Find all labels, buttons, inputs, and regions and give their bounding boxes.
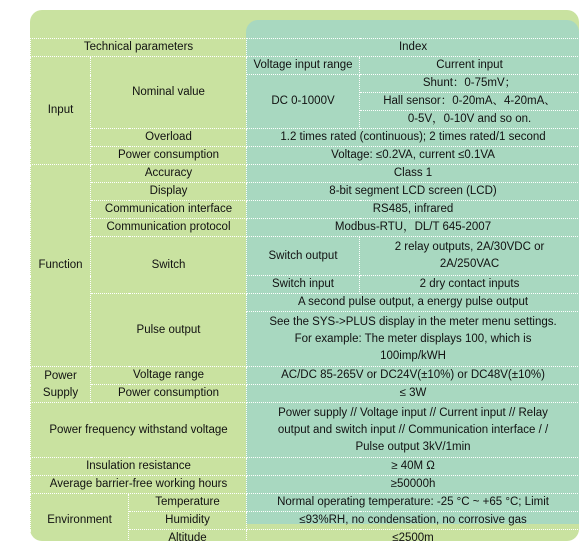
value-accuracy: Class 1: [247, 165, 579, 183]
table-row: [31, 57, 580, 75]
label-overload: Overload: [91, 129, 247, 147]
value-voltage-range-supply: AC/DC 85-265V or DC24V(±10%) or DC48V(±10%): [247, 367, 579, 385]
value-overload: 1.2 times rated (continuous); 2 times rated/1 second: [247, 129, 579, 147]
label-nominal-value: Nominal value: [91, 57, 247, 129]
value-humidity: ≤93%RH, no condensation, no corrosive gas: [247, 512, 579, 530]
current-input-line: Hall sensor：0-20mA、4-20mA、: [360, 93, 579, 111]
label-switch: Switch: [91, 237, 247, 294]
table-row: [31, 367, 580, 385]
withstand-line: Power supply // Voltage input // Current input // Relay: [278, 406, 548, 419]
label-altitude: Altitude: [129, 530, 247, 542]
table-row: [31, 403, 580, 458]
table-row: [31, 201, 580, 219]
pulse-output-line: 100imp/kWH: [380, 349, 446, 362]
group-input: Input: [31, 57, 91, 165]
value-insulation-resistance: ≥ 40M Ω: [247, 458, 579, 476]
label-display: Display: [91, 183, 247, 201]
current-input-line: Shunt：0-75mV；: [360, 75, 579, 93]
label-temperature: Temperature: [129, 494, 247, 512]
label-supply-power-consumption: Power consumption: [91, 385, 247, 403]
value-communication-interface: RS485, infrared: [247, 201, 579, 219]
label-communication-protocol: Communication protocol: [91, 219, 247, 237]
label-accuracy: Accuracy: [91, 165, 247, 183]
label-switch-output: Switch output: [247, 237, 360, 276]
label-pulse-output: Pulse output: [91, 294, 247, 367]
label-switch-input: Switch input: [247, 276, 360, 294]
header-technical-parameters: Technical parameters: [31, 39, 247, 57]
value-withstand-voltage: [247, 403, 579, 458]
table-row: [31, 237, 580, 276]
group-power-supply: [31, 367, 91, 403]
label-communication-interface: Communication interface: [91, 201, 247, 219]
value-altitude: ≤2500m: [247, 530, 579, 542]
table-row: [31, 476, 580, 494]
table-header-row: [31, 39, 580, 57]
table-row: [31, 219, 580, 237]
table-row: [31, 165, 580, 183]
value-pulse-output-details: [247, 312, 579, 367]
header-index: Index: [247, 39, 579, 57]
table-row: [31, 183, 580, 201]
current-input-line: 0-5V，0-10V and so on.: [360, 111, 579, 129]
value-power-consumption: Voltage: ≤0.2VA, current ≤0.1VA: [247, 147, 579, 165]
pulse-output-line: See the SYS->PLUS display in the meter menu settings.: [269, 315, 557, 328]
table-row: [31, 147, 580, 165]
value-switch-input: 2 dry contact inputs: [360, 276, 579, 294]
table-row: [31, 458, 580, 476]
table-row: [31, 494, 580, 512]
table-row: [31, 129, 580, 147]
value-supply-power-consumption: ≤ 3W: [247, 385, 579, 403]
table-row: [31, 294, 580, 312]
group-environment: Environment: [31, 494, 129, 542]
value-switch-output: [360, 237, 579, 276]
withstand-line: Pulse output 3kV/1min: [355, 440, 471, 453]
label-working-hours: Average barrier-free working hours: [31, 476, 247, 494]
value-voltage-range: DC 0-1000V: [247, 75, 360, 129]
spec-card: [30, 10, 579, 541]
col-current-input: Current input: [360, 57, 579, 75]
pulse-output-line: For example: The meter displays 100, which is: [294, 332, 532, 345]
power-supply-line: Power: [44, 369, 77, 382]
label-withstand-voltage: Power frequency withstand voltage: [31, 403, 247, 458]
value-temperature: Normal operating temperature: -25 °C ~ +65 °C; Limit: [247, 494, 579, 512]
switch-output-line: 2 relay outputs, 2A/30VDC or: [394, 241, 545, 253]
label-voltage-range: Voltage range: [91, 367, 247, 385]
value-working-hours: ≥50000h: [247, 476, 579, 494]
value-communication-protocol: Modbus-RTU，DL/T 645-2007: [247, 219, 579, 237]
withstand-line: output and switch input // Communication interface / /: [277, 423, 549, 436]
group-function: Function: [31, 165, 91, 367]
technical-parameters-table: [30, 38, 579, 541]
label-insulation-resistance: Insulation resistance: [31, 458, 247, 476]
value-display: 8-bit segment LCD screen (LCD): [247, 183, 579, 201]
label-power-consumption: Power consumption: [91, 147, 247, 165]
label-humidity: Humidity: [129, 512, 247, 530]
pulse-output-line: A second pulse output, a energy pulse output: [247, 294, 579, 312]
col-voltage-input-range: Voltage input range: [247, 57, 360, 75]
power-supply-line: Supply: [42, 386, 79, 399]
table-row: [31, 385, 580, 403]
switch-output-line: 2A/250VAC: [439, 258, 500, 270]
